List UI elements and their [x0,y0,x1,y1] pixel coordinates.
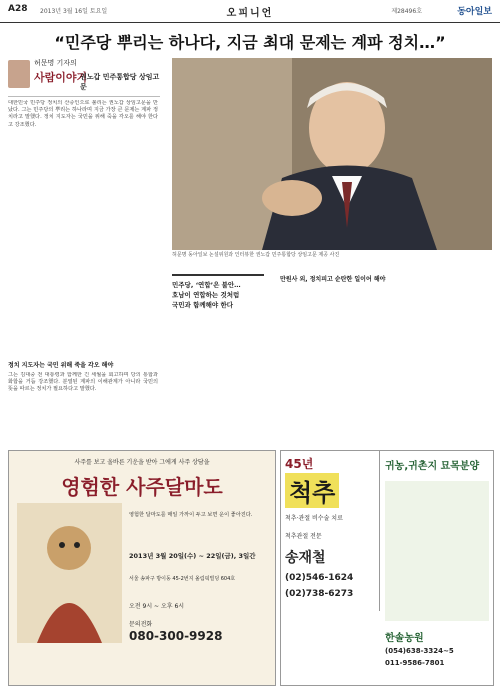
issue-date: 2013년 3월 16일 토요일 [40,8,108,15]
column-label: 허문명 기자의 [34,59,77,67]
article-column-1 [8,100,158,350]
dalmado-figure [17,503,122,643]
ad-tree-farm [381,451,493,685]
column-title: 사람이야기 [34,71,88,84]
ad-intro: 사주를 보고 올바른 기운을 받아 그에게 사주 상담을 [74,459,210,466]
column-byline [8,56,160,97]
writer-photo [8,60,30,88]
ad-specialty: 척추·관절 비수술 치료 [285,515,343,522]
newspaper-name: 동아일보 [457,7,492,17]
pull-quote [172,274,264,310]
ad-description: 영험한 달마도를 매일 가까이 두고 보면 운이 좋아진다. [129,512,253,518]
ad-farm-name: 한솔농원 [385,633,424,644]
article-subhead: 정치 지도자는 국민 위해 죽을 각오 해야 [8,362,114,369]
ad-farm-title: 귀농,귀촌지 묘목분양 [385,461,480,472]
article-paragraph: 대한민국 민주당 정치의 산증인으로 불리는 권노갑 상임고문을 만났다. 그는 민주당의 뿌리는 하나라며 지금 가장 큰 문제는 계파 정치라고 말했다. 정치 지도자는 국민을 위해 죽을 각오를 해야 한다고 강조했다. [8,100,158,128]
ad-hours: 오전 9시 ~ 오후 6시 [129,603,185,610]
ad-right-column [280,450,494,686]
pull-quote-line: 민주당, ‘연합’은 불안… [172,281,241,289]
ad-event-date: 2013년 3월 20일(수) ~ 22일(금), 3일간 [129,552,256,560]
ad-farm-phone-2: 011-9586-7801 [385,659,445,667]
ad-phone: 080-300-9928 [129,629,223,643]
ad-phone-1: (02)546-1624 [285,573,354,583]
ad-clinic-name: 척추 [285,473,339,508]
edition-number: 제28496호 [391,8,422,15]
ad-farm-list [385,481,489,621]
article-paragraph: 그는 김대중 전 대통령과 함께한 긴 세월을 회고하며 당의 통합과 화합을 거듭 강조했다. 분열된 계파의 이해관계가 아니라 국민의 뜻을 따르는 정치가 필요하다고 말했다. [8,372,158,393]
page-number: A28 [8,4,28,14]
interviewee-name: 권노갑 민주통합당 상임고문 [80,73,160,91]
page-header [0,0,500,23]
ad-clinic-label: 척추관절 전문 [285,533,322,540]
ad-anniversary: 45년 [285,457,314,471]
pull-quote-line: 국민과 함께해야 한다 [172,301,234,309]
ad-spine-clinic [281,451,380,611]
pull-quote-line: 호남이 연합하는 것처럼 [172,291,240,299]
interview-photo [172,58,492,250]
main-headline: “민주당 뿌리는 하나다, 지금 최대 문제는 계파 정치…” [54,33,446,52]
ad-doctor-name: 송재철 [285,550,326,566]
ad-title: 영험한 사주달마도 [61,475,223,499]
section-name: 오피니언 [226,8,274,19]
ad-saju-dalmado [8,450,276,686]
ad-venue: 서울 송파구 방이동 45-2번지 올림픽빌딩 604호 [129,576,236,582]
dalmado-image [17,503,122,643]
article-subhead: 만원사 외, 정치피고 순탄한 일이어 해야 [280,276,386,283]
photo-caption: 허문명 동아일보 논설위원과 인터뷰한 권노갑 민주통합당 상임고문 제공 사진 [172,252,340,258]
article-column-1b [8,372,158,442]
portrait-illustration [172,58,492,250]
ad-contact-label: 문의전화 [129,621,153,628]
ad-phone-2: (02)738-6273 [285,589,354,599]
ad-farm-phone-1: (054)638-3324~5 [385,647,454,655]
